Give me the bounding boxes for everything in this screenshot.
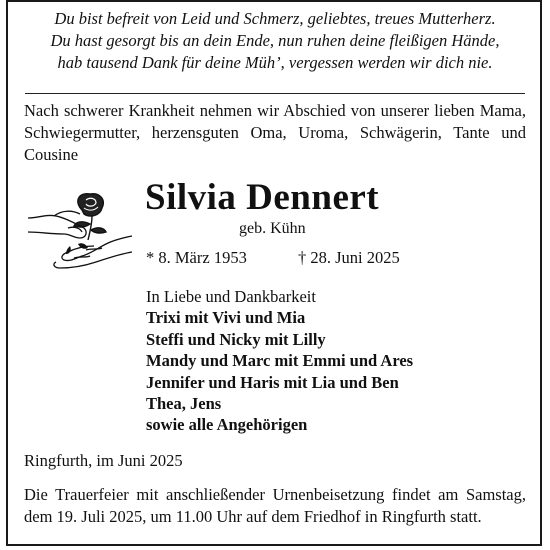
memorial-poem [0, 8, 550, 74]
funeral-info: Die Trauerfeier mit anschließender Urnenbeisetzung findet am Samstag, dem 19. Juli 2025, um 11.00 Uhr auf dem Friedhof in Ringfurth statt. [24, 485, 526, 526]
mourner-line: Thea, Jens [146, 394, 222, 414]
mourner-line: sowie alle Angehörigen [146, 415, 308, 435]
maiden-name: geb. Kühn [239, 220, 306, 237]
poem-line: hab tausend Dank für deine Müh’, vergessen werden wir dich nie. [57, 53, 493, 72]
mourner-line: Steffi und Nicky mit Lilly [146, 329, 326, 349]
place-date: Ringfurth, im Juni 2025 [24, 451, 183, 470]
poem-line: Du hast gesorgt bis an dein Ende, nun ruhen deine fleißigen Hände, [50, 31, 500, 50]
death-date: † 28. Juni 2025 [298, 248, 400, 267]
deceased-name: Silvia Dennert [145, 177, 380, 218]
mourner-line: Mandy und Marc mit Emmi und Ares [146, 351, 414, 371]
intro-text: Nach schwerer Krankheit nehmen wir Abschied von unserer lieben Mama, Schwiegermutter, herzensguten Oma, Uroma, Schwägerin, Tante und Cousine [24, 101, 526, 164]
mourners-list [146, 286, 413, 436]
mourner-line: Jennifer und Haris mit Lia und Ben [146, 372, 399, 392]
birth-date: * 8. März 1953 [146, 248, 247, 267]
poem-line: Du bist befreit von Leid und Schmerz, geliebtes, treues Mutterherz. [54, 9, 496, 28]
divider [25, 93, 525, 94]
mourner-line: Trixi mit Vivi und Mia [146, 308, 306, 328]
mourners-lead: In Liebe und Dankbarkeit [146, 287, 316, 306]
rose-in-hands-icon [24, 188, 136, 272]
